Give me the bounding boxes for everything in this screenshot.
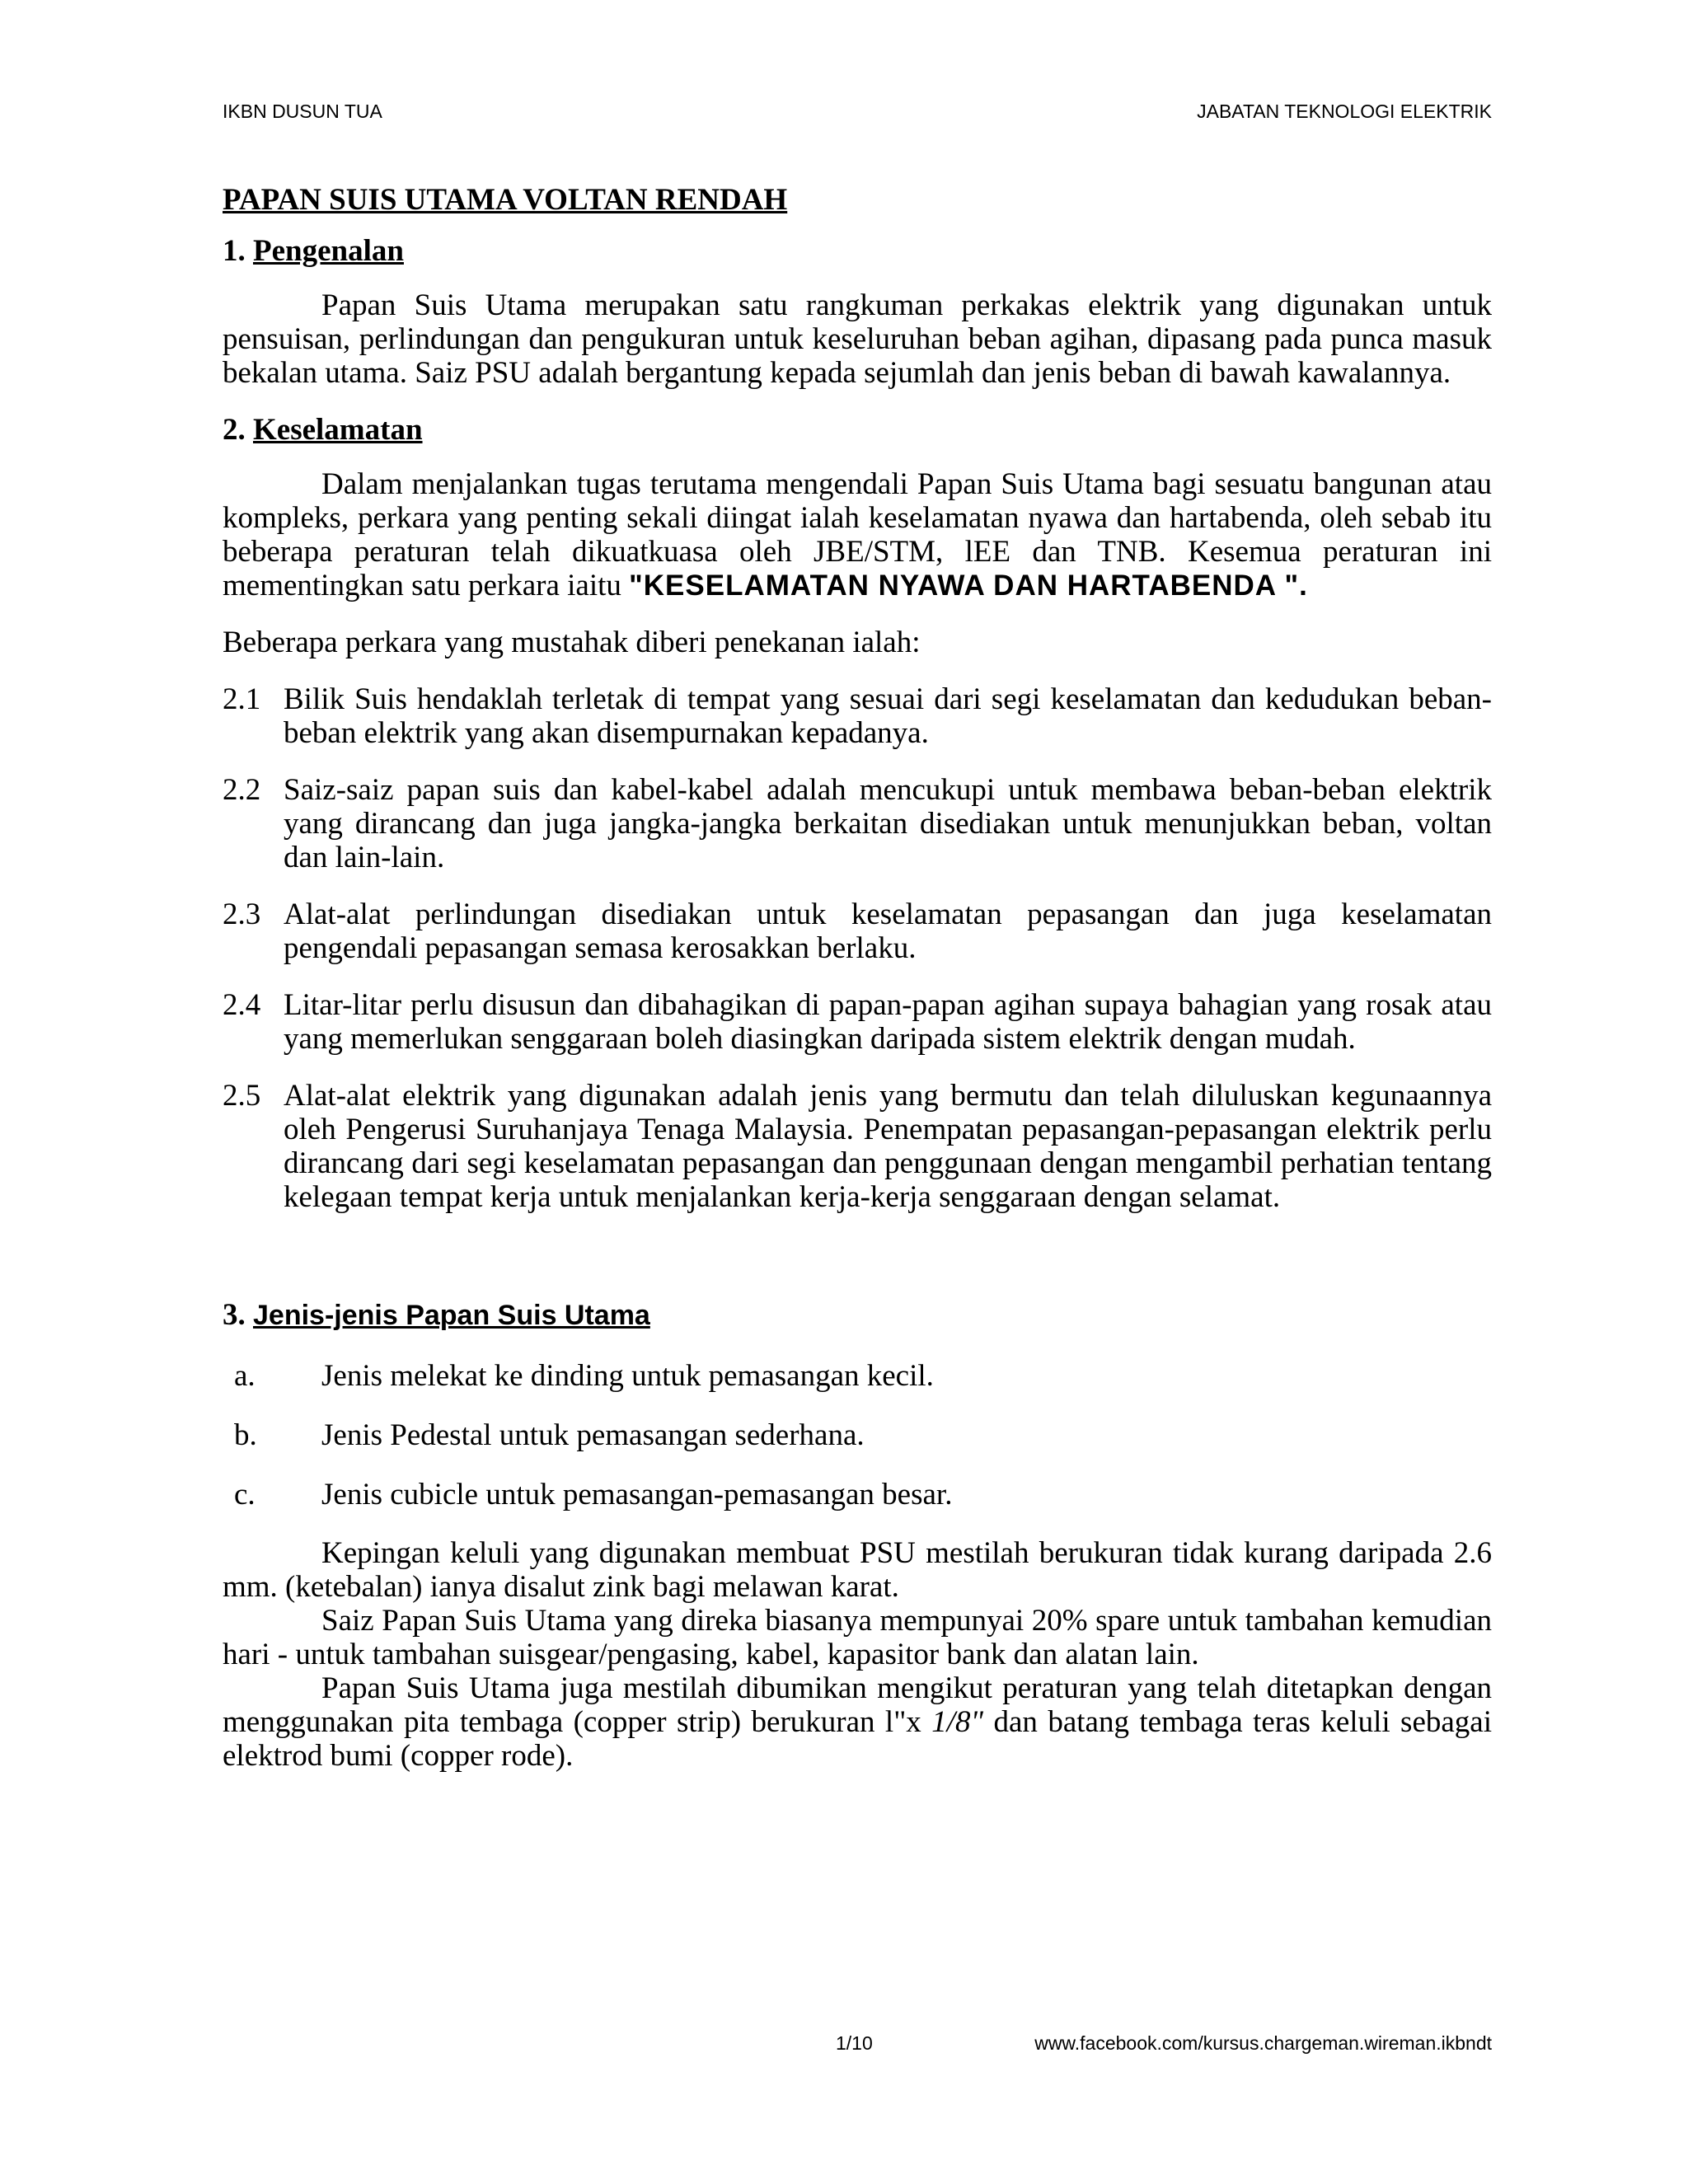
list-item-text: Alat-alat elektrik yang digunakan adalah jenis yang bermutu dan telah diluluskan kegunaannya oleh Pengerusi Suruhanjaya Tenaga Malaysia. Penempatan pepasangan-pepasangan elektrik perlu dirancang dari segi keselamatan pepasangan dan penggunaan dengan mengambil perhatian tentang kelegaan tempat kerja untuk menjalankan kerja-kerja senggaraan dengan selamat.: [284, 1079, 1492, 1214]
section-3-paragraph-3-text-b: dan batang tembaga teras keluli sebagai elektrod bumi (copper rode).: [223, 1705, 1492, 1773]
list-item-number: 2.4: [223, 988, 261, 1022]
header-right: JABATAN TEKNOLOGI ELEKTRIK: [1197, 101, 1492, 122]
section-1-number: 1.: [223, 234, 246, 268]
header-left: IKBN DUSUN TUA: [223, 101, 382, 122]
list-item: [223, 1478, 1492, 1511]
section-2-number: 2.: [223, 413, 246, 447]
list-item-letter: c.: [234, 1478, 256, 1511]
safety-emphasis: "KESELAMATAN NYAWA DAN HARTABENDA ".: [629, 569, 1308, 602]
footer-link[interactable]: www.facebook.com/kursus.chargeman.wireman.ikbndt: [1034, 2032, 1492, 2054]
list-item-text: Jenis Pedestal untuk pemasangan sederhana.: [321, 1418, 865, 1452]
strip-thickness: 1/8": [931, 1705, 984, 1739]
list-item-number: 2.1: [223, 682, 261, 716]
section-3-paragraph-2: Saiz Papan Suis Utama yang direka biasanya mempunyai 20% spare untuk tambahan kemudian hari - untuk tambahan suisgear/pengasing, kabel, kapasitor bank dan alatan lain.: [223, 1604, 1492, 1671]
running-footer: [223, 2031, 1492, 2055]
section-3-paragraph-3: [223, 1671, 1492, 1773]
list-item-text: Bilik Suis hendaklah terletak di tempat yang sesuai dari segi keselamatan dan kedudukan beban-beban elektrik yang akan disempurnakan kepadanya.: [284, 682, 1492, 750]
list-item-text: Jenis melekat ke dinding untuk pemasangan kecil.: [321, 1359, 934, 1393]
safety-list: [223, 682, 1492, 1214]
section-3-number: 3.: [223, 1298, 246, 1332]
list-item: [223, 682, 1492, 750]
section-2-paragraph: [223, 467, 1492, 602]
list-item-letter: b.: [234, 1418, 257, 1452]
list-item-number: 2.3: [223, 898, 261, 931]
list-item-text: Saiz-saiz papan suis dan kabel-kabel adalah mencukupi untuk membawa beban-beban elektrik yang dirancang dan juga jangka-jangka berkaitan disediakan untuk menunjukkan beban, voltan dan lain-lain.: [284, 773, 1492, 874]
type-list: [223, 1359, 1492, 1511]
list-item-number: 2.5: [223, 1079, 261, 1113]
document-title: PAPAN SUIS UTAMA VOLTAN RENDAH: [223, 183, 788, 217]
page-number: 1/10: [836, 2032, 873, 2054]
running-header: [223, 99, 1492, 124]
list-item: [223, 898, 1492, 965]
section-1-paragraph: Papan Suis Utama merupakan satu rangkuman perkakas elektrik yang digunakan untuk pensuisan, perlindungan dan pengukuran untuk keseluruhan beban agihan, dipasang pada punca masuk bekalan utama. Saiz PSU adalah bergantung kepada sejumlah dan jenis beban di bawah kawalannya.: [223, 288, 1492, 390]
list-item-number: 2.2: [223, 773, 261, 807]
list-item-letter: a.: [234, 1359, 256, 1393]
section-2-title: Keselamatan: [253, 413, 423, 447]
section-2-intro: Beberapa perkara yang mustahak diberi penekanan ialah:: [223, 626, 921, 659]
list-item: [223, 1418, 1492, 1452]
section-1-heading: [223, 232, 1492, 270]
list-item: [223, 1359, 1492, 1393]
section-2-heading: [223, 411, 1492, 449]
section-3-paragraph-3-text-a: Papan Suis Utama juga mestilah dibumikan mengikut peraturan yang telah ditetapkan dengan menggunakan pita tembaga (copper strip) berukuran l"x: [223, 1671, 1492, 1739]
list-item: [223, 1079, 1492, 1214]
section-2-paragraph-text: Dalam menjalankan tugas terutama mengendali Papan Suis Utama bagi sesuatu bangunan atau kompleks, perkara yang penting sekali diingat ialah keselamatan nyawa dan hartabenda, oleh sebab itu beberapa peraturan telah dikuatkuasa oleh JBE/STM, lEE dan TNB. Kesemua peraturan ini mementingkan satu perkara iaitu: [223, 467, 1492, 602]
list-item-text: Jenis cubicle untuk pemasangan-pemasangan besar.: [321, 1478, 953, 1511]
list-item-text: Alat-alat perlindungan disediakan untuk keselamatan pepasangan dan juga keselamatan pengendali pepasangan semasa kerosakkan berlaku.: [284, 898, 1492, 965]
section-3-paragraph-1: Kepingan keluli yang digunakan membuat PSU mestilah berukuran tidak kurang daripada 2.6 mm. (ketebalan) ianya disalut zink bagi melawan karat.: [223, 1536, 1492, 1604]
list-item-text: Litar-litar perlu disusun dan dibahagikan di papan-papan agihan supaya bahagian yang rosak atau yang memerlukan senggaraan boleh diasingkan daripada sistem elektrik dengan mudah.: [284, 988, 1492, 1056]
document-body: [223, 181, 1492, 1773]
list-item: [223, 773, 1492, 874]
list-item: [223, 988, 1492, 1056]
section-3-title: Jenis-jenis Papan Suis Utama: [253, 1300, 650, 1331]
section-1-title: Pengenalan: [253, 234, 404, 268]
section-3-heading: [223, 1296, 1492, 1334]
